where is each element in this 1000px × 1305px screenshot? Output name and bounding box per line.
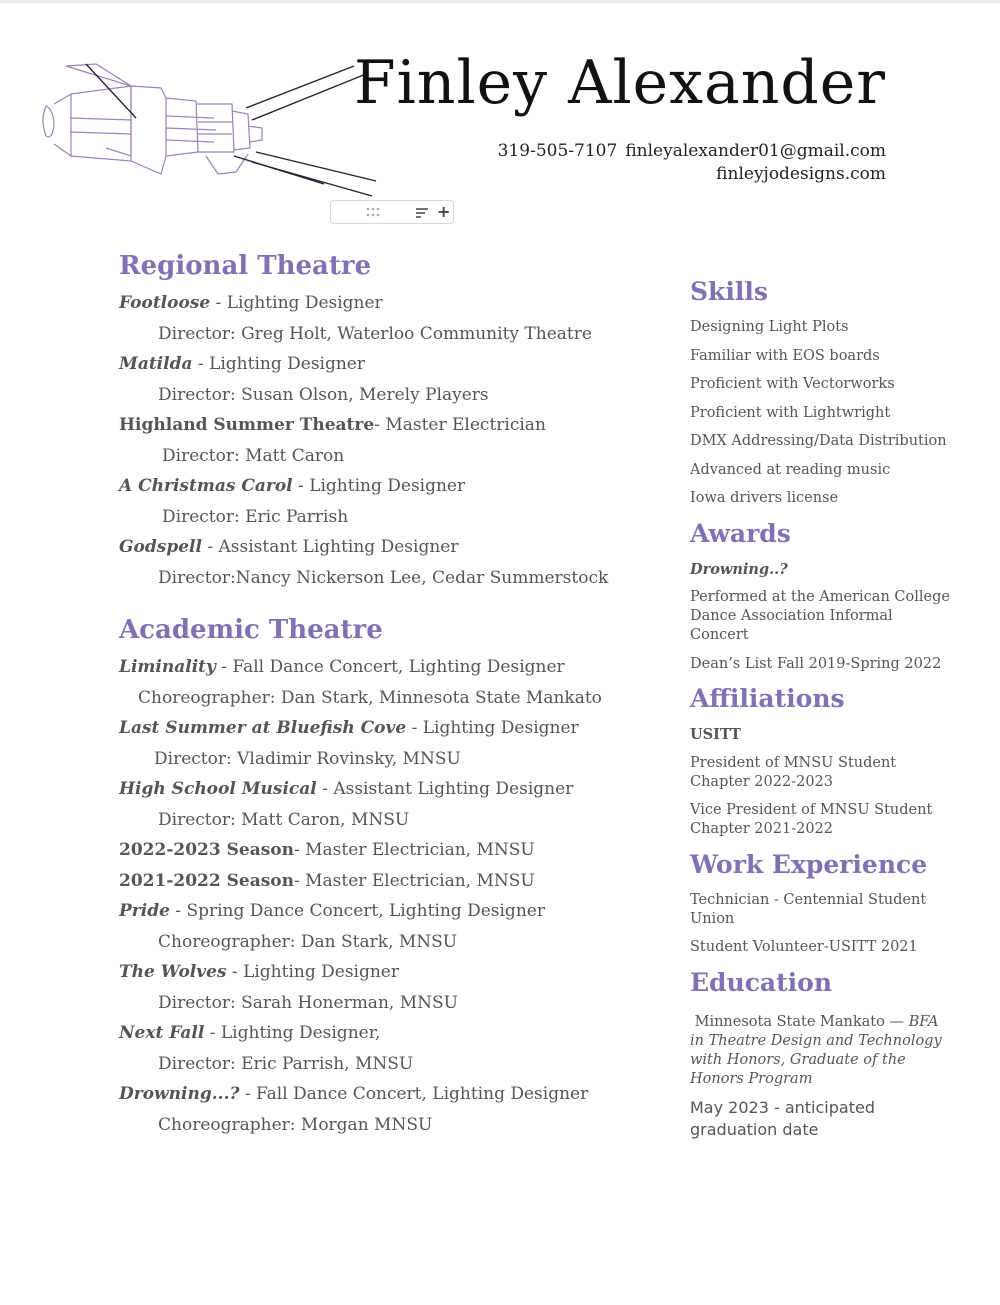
sidebar-column: [690, 276, 950, 1149]
credit-director: Director: Matt Caron: [162, 445, 345, 466]
contact-info: [490, 140, 886, 186]
main-column: [119, 250, 639, 1140]
credit-entry: [119, 1079, 639, 1110]
affiliation-item: USITT: [690, 726, 741, 743]
credit-director: Director: Vladimir Rovinsky, MNSU: [154, 748, 461, 769]
skill-item: Iowa drivers license: [690, 490, 839, 506]
credit-entry: [119, 410, 639, 441]
credit-entry: [119, 957, 639, 988]
credit-director: Director:Nancy Nickerson Lee, Cedar Summerstock: [158, 567, 609, 588]
website[interactable]: finleyjodesigns.com: [716, 164, 886, 184]
skill-item: Proficient with Vectorworks: [690, 376, 895, 392]
credit-director: Director: Eric Parrish, MNSU: [158, 1053, 414, 1074]
section-title: Affiliations: [690, 684, 845, 713]
season-title: 2022-2023 Season: [119, 840, 294, 860]
show-title: The Wolves: [119, 962, 227, 982]
role: - Assistant Lighting Designer: [201, 537, 459, 557]
degree-name: BFA in Theatre Design and Technology with Honors, Graduate of the Honors Program: [690, 1013, 942, 1087]
credit-entry: [119, 866, 639, 897]
skill-item: Familiar with EOS boards: [690, 347, 880, 364]
credit-director: Choreographer: Dan Stark, Minnesota State Mankato: [138, 687, 602, 708]
graduation-date: May 2023 - anticipated graduation date: [690, 1097, 875, 1139]
credit-entry: [119, 896, 639, 927]
credit-entry: [119, 288, 639, 319]
show-title: Godspell: [119, 537, 202, 557]
sort-icon[interactable]: [415, 207, 429, 219]
show-title: Next Fall: [119, 1023, 205, 1043]
academic-theatre-section: [119, 614, 639, 1140]
section-title: Work Experience: [690, 849, 928, 879]
show-title: A Christmas Carol: [119, 476, 293, 496]
role: - Master Electrician, MNSU: [293, 870, 535, 891]
role: - Lighting Designer: [192, 354, 365, 374]
role: - Fall Dance Concert, Lighting Designer: [239, 1084, 589, 1104]
awards-section: [690, 518, 950, 674]
affiliations-section: [690, 683, 950, 839]
show-title: Drowning...?: [119, 1084, 240, 1104]
credit-director: Director: Sarah Honerman, MNSU: [158, 992, 458, 1013]
skill-item: Designing Light Plots: [690, 319, 849, 335]
credit-director: Choreographer: Dan Stark, MNSU: [158, 931, 458, 952]
credit-entry: [119, 471, 639, 502]
work-experience-section: [690, 849, 950, 958]
skills-section: [690, 276, 950, 508]
credit-entry: [119, 713, 639, 744]
section-title: Education: [690, 967, 833, 997]
skill-item: DMX Addressing/Data Distribution: [690, 433, 947, 449]
role: - Lighting Designer: [406, 718, 579, 738]
show-title: Liminality: [119, 657, 216, 677]
show-title: Last Summer at Bluefish Cove: [119, 718, 407, 738]
section-title: Regional Theatre: [119, 251, 372, 281]
work-item: Technician - Centennial Student Union: [690, 891, 927, 927]
show-title: Footloose: [119, 293, 211, 313]
email[interactable]: finleyalexander01@gmail.com: [625, 141, 886, 161]
award-item: Dean’s List Fall 2019-Spring 2022: [690, 655, 942, 672]
role: - Fall Dance Concert, Lighting Designer: [215, 657, 565, 677]
role: - Lighting Designer: [210, 293, 383, 313]
education-section: [690, 967, 950, 1141]
role: - Lighting Designer: [292, 476, 466, 496]
credit-director: Director: Matt Caron, MNSU: [158, 809, 410, 830]
credit-director: Director: Susan Olson, Merely Players: [158, 384, 489, 405]
show-title: Matilda: [119, 354, 193, 374]
education-degree: [690, 1013, 950, 1089]
award-item: Drowning..?: [690, 560, 788, 578]
section-title: Skills: [690, 277, 768, 306]
plus-icon[interactable]: +: [437, 202, 451, 221]
credit-entry: [119, 1018, 639, 1049]
phone: 319-505-7107: [497, 141, 618, 161]
season-title: 2021-2022 Season: [119, 870, 294, 891]
award-item: Performed at the American College Dance Association Informal Concert: [690, 589, 950, 643]
page-title: Finley Alexander: [353, 48, 886, 118]
section-title: Awards: [690, 518, 791, 548]
role: - Assistant Lighting Designer: [316, 779, 574, 799]
skill-item: Advanced at reading music: [690, 461, 891, 478]
affiliation-item: President of MNSU Student Chapter 2022-2023: [690, 754, 897, 790]
credit-entry: [119, 774, 639, 805]
credit-entry: [119, 835, 639, 866]
drag-handle-icon[interactable]: [365, 206, 381, 218]
school-name: Minnesota State Mankato —: [694, 1013, 909, 1030]
credit-entry: [119, 532, 639, 563]
role: - Lighting Designer: [226, 962, 399, 982]
credit-director: Director: Greg Holt, Waterloo Community Theatre: [158, 323, 592, 344]
role: - Lighting Designer,: [204, 1023, 381, 1043]
affiliation-item: Vice President of MNSU Student Chapter 2021-2022: [690, 802, 933, 837]
credit-entry: [119, 652, 639, 683]
credit-entry: [119, 349, 639, 380]
venue-title: Highland Summer Theatre: [119, 415, 375, 435]
section-title: Academic Theatre: [119, 615, 383, 645]
top-border: [0, 0, 1000, 3]
regional-theatre-section: [119, 250, 639, 593]
credit-director: Choreographer: Morgan MNSU: [158, 1114, 433, 1135]
role: - Spring Dance Concert, Lighting Designer: [169, 901, 545, 921]
role: - Master Electrician: [374, 415, 546, 435]
role: - Master Electrician, MNSU: [293, 840, 535, 860]
credit-director: Director: Eric Parrish: [162, 506, 349, 527]
skill-item: Proficient with Lightwright: [690, 404, 891, 421]
show-title: Pride: [119, 901, 170, 921]
show-title: High School Musical: [119, 779, 317, 799]
work-item: Student Volunteer-USITT 2021: [690, 939, 918, 955]
floating-toolbar: [330, 200, 454, 224]
stage-light-icon: [36, 56, 386, 201]
